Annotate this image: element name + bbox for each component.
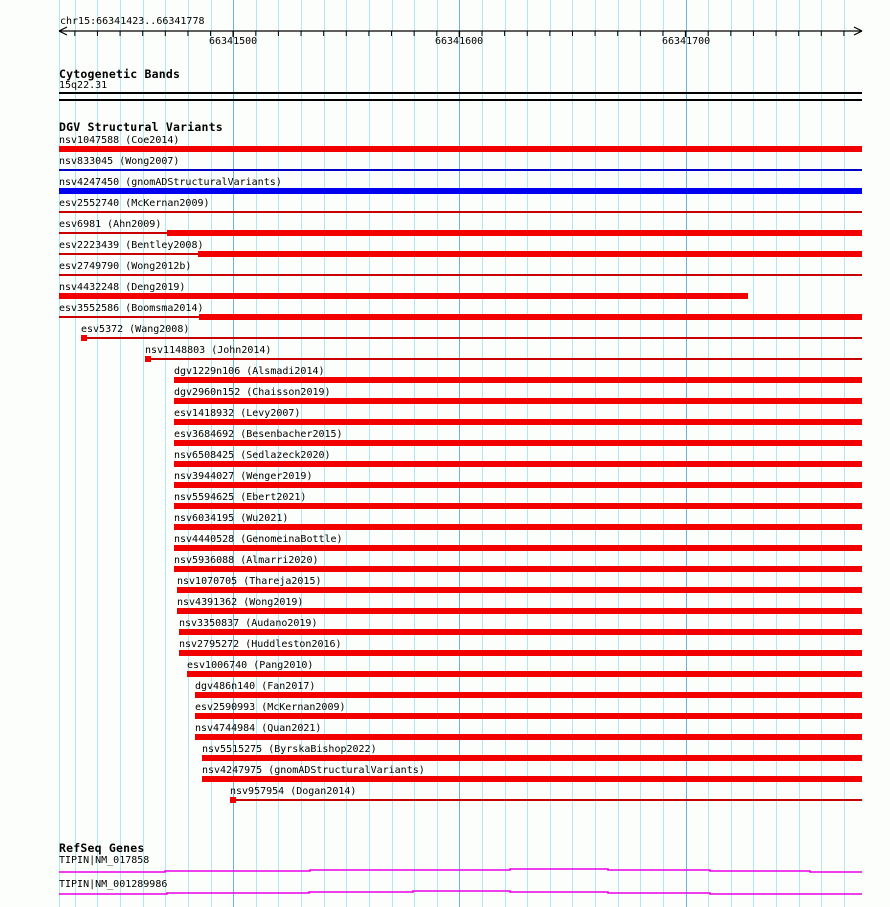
variant-label[interactable]: esv3684692 (Besenbacher2015) (174, 429, 343, 440)
variant-thin-bar[interactable] (59, 253, 198, 255)
cytoband-section-title: Cytogenetic Bands (59, 67, 181, 81)
variant-thick-bar[interactable] (174, 566, 862, 572)
variant-thin-bar[interactable] (59, 211, 862, 213)
variant-thick-bar[interactable] (174, 524, 862, 530)
gridline-minor (527, 0, 528, 907)
variant-thick-bar[interactable] (195, 692, 862, 698)
variant-label[interactable]: esv2552740 (McKernan2009) (59, 198, 210, 209)
cytoband-label[interactable]: 15q22.31 (59, 80, 108, 91)
variant-label[interactable]: esv6981 (Ahn2009) (59, 219, 162, 230)
variant-label[interactable]: dgv486n140 (Fan2017) (195, 681, 316, 692)
ruler-tick-label: 66341600 (435, 36, 484, 47)
variant-label[interactable]: nsv6508425 (Sedlazeck2020) (174, 450, 331, 461)
gridline-minor (618, 0, 619, 907)
gridline-minor (595, 0, 596, 907)
variant-label[interactable]: nsv4247450 (gnomADStructuralVariants) (59, 177, 282, 188)
variant-thick-bar[interactable] (202, 776, 862, 782)
gridline-major (459, 0, 460, 907)
variant-label[interactable]: nsv1148803 (John2014) (145, 345, 272, 356)
variant-thin-bar[interactable] (59, 274, 862, 276)
variant-label[interactable]: esv1006740 (Pang2010) (187, 660, 314, 671)
variant-label[interactable]: esv2223439 (Bentley2008) (59, 240, 204, 251)
variant-thick-bar[interactable] (174, 419, 862, 425)
variant-thick-bar[interactable] (174, 545, 862, 551)
variant-thin-bar[interactable] (59, 232, 167, 234)
gridline-minor (731, 0, 732, 907)
variant-label[interactable]: nsv5594625 (Ebert2021) (174, 492, 307, 503)
variant-thick-bar[interactable] (177, 587, 862, 593)
variant-label[interactable]: nsv4440528 (GenomeinaBottle) (174, 534, 343, 545)
variant-label[interactable]: nsv6034195 (Wu2021) (174, 513, 289, 524)
variant-thick-bar[interactable] (174, 377, 862, 383)
variant-thick-bar[interactable] (202, 755, 862, 761)
variant-label[interactable]: nsv1047588 (Coe2014) (59, 135, 180, 146)
variant-label[interactable]: nsv957954 (Dogan2014) (230, 786, 357, 797)
gridline-minor (505, 0, 506, 907)
ruler-left-arrow-icon (59, 31, 67, 35)
refseq-section-title: RefSeq Genes (59, 841, 145, 855)
variant-label[interactable]: esv5372 (Wang2008) (81, 324, 190, 335)
variant-thin-bar[interactable] (236, 799, 862, 801)
variant-label[interactable]: nsv833045 (Wong2007) (59, 156, 180, 167)
variant-label[interactable]: nsv4744984 (Quan2021) (195, 723, 322, 734)
gridline-minor (640, 0, 641, 907)
gridline-major (686, 0, 687, 907)
variant-label[interactable]: esv1418932 (Levy2007) (174, 408, 301, 419)
variant-thick-bar[interactable] (198, 251, 862, 257)
variant-label[interactable]: nsv1070705 (Thareja2015) (177, 576, 322, 587)
gene-label[interactable]: TIPIN|NM_001289986 (59, 879, 168, 890)
gridline-minor (844, 0, 845, 907)
variant-thick-bar[interactable] (174, 440, 862, 446)
variant-label[interactable]: esv2590993 (McKernan2009) (195, 702, 346, 713)
gridline-minor (776, 0, 777, 907)
gene-label[interactable]: TIPIN|NM_017858 (59, 855, 150, 866)
ruler-left-arrow-icon (59, 27, 67, 31)
gridline-minor (482, 0, 483, 907)
variant-label[interactable]: nsv4247975 (gnomADStructuralVariants) (202, 765, 425, 776)
variant-thick-bar[interactable] (174, 482, 862, 488)
cytoband-bottom-line (59, 99, 862, 101)
variant-label[interactable]: esv3552586 (Boomsma2014) (59, 303, 204, 314)
variant-label[interactable]: nsv4391362 (Wong2019) (177, 597, 304, 608)
variant-thick-bar[interactable] (59, 146, 862, 152)
variant-thick-bar[interactable] (199, 314, 862, 320)
variant-thin-bar[interactable] (59, 169, 862, 171)
gridline-minor (799, 0, 800, 907)
variant-thick-bar[interactable] (187, 671, 862, 677)
gridline-minor (572, 0, 573, 907)
variant-label[interactable]: nsv3944027 (Wenger2019) (174, 471, 313, 482)
gene-model-line[interactable] (59, 891, 862, 894)
gridline-minor (753, 0, 754, 907)
variant-thick-bar[interactable] (167, 230, 862, 236)
variant-thick-bar[interactable] (174, 503, 862, 509)
variant-label[interactable]: dgv1229n106 (Alsmadi2014) (174, 366, 325, 377)
cytoband-top-line (59, 92, 862, 94)
variant-label[interactable]: dgv2960n152 (Chaisson2019) (174, 387, 331, 398)
variant-thin-bar[interactable] (151, 358, 862, 360)
variant-thick-bar[interactable] (59, 188, 862, 194)
variant-thin-bar[interactable] (87, 337, 862, 339)
gridline-minor (663, 0, 664, 907)
variant-thick-bar[interactable] (179, 629, 862, 635)
ruler-tick-label: 66341700 (662, 36, 711, 47)
variant-thin-bar[interactable] (59, 316, 199, 318)
variant-label[interactable]: nsv3350837 (Audano2019) (179, 618, 318, 629)
gridline-minor (437, 0, 438, 907)
gridline-minor (550, 0, 551, 907)
variant-thick-bar[interactable] (59, 293, 748, 299)
ruler-right-arrow-icon (854, 27, 862, 31)
ruler-right-arrow-icon (854, 31, 862, 35)
variant-label[interactable]: nsv2795272 (Huddleston2016) (179, 639, 342, 650)
variant-thick-bar[interactable] (195, 734, 862, 740)
variant-label[interactable]: nsv4432248 (Deng2019) (59, 282, 186, 293)
variant-thick-bar[interactable] (179, 650, 862, 656)
gridline-minor (821, 0, 822, 907)
region-label: chr15:66341423..66341778 (60, 16, 205, 27)
variant-thick-bar[interactable] (177, 608, 862, 614)
variant-label[interactable]: esv2749790 (Wong2012b) (59, 261, 192, 272)
variant-thick-bar[interactable] (195, 713, 862, 719)
variant-thick-bar[interactable] (174, 398, 862, 404)
gridline-minor (708, 0, 709, 907)
variant-label[interactable]: nsv5515275 (ByrskaBishop2022) (202, 744, 377, 755)
variant-label[interactable]: nsv5936088 (Almarri2020) (174, 555, 319, 566)
gene-model-line[interactable] (59, 869, 862, 872)
dgv-section-title: DGV Structural Variants (59, 120, 223, 134)
ruler-tick-label: 66341500 (209, 36, 258, 47)
variant-thick-bar[interactable] (174, 461, 862, 467)
